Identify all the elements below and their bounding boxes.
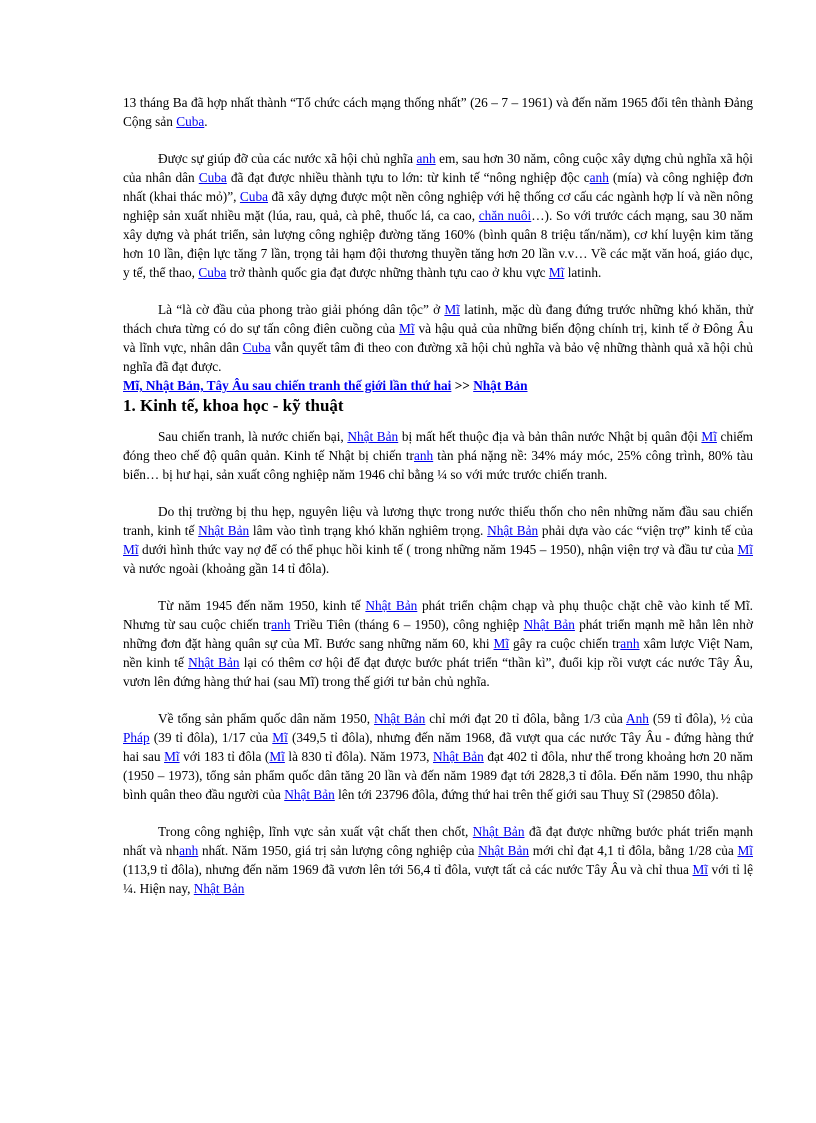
link-nhat-ban[interactable]: Nhật Bản: [347, 429, 399, 444]
link-nhat-ban[interactable]: Nhật Bản: [188, 655, 240, 670]
link-mi[interactable]: Mĩ: [493, 636, 510, 651]
breadcrumb-current-link[interactable]: Nhật Bản: [473, 378, 528, 393]
link-nhat-ban[interactable]: Nhật Bản: [472, 824, 525, 839]
paragraph-japan-industry: Trong công nghiệp, lĩnh vực sản xuất vật chất then chốt, Nhật Bản đã đạt được những bước phát triển mạnh nhất và nhanh nhất. Năm 1950, giá trị sản lượng công nghiệp của Nhật Bản mới chỉ đạt 4,1 tỉ đôla, bằng 1/28 của Mĩ (113,9 tỉ đôla), nhưng đến năm 1969 đã vươn lên tới 56,4 tỉ đôla, vượt tất cả các nước Tây Âu và chỉ thua Mĩ với tỉ lệ ¼. Hiện nay, Nhật Bản: [123, 824, 753, 896]
link-mi[interactable]: Mĩ: [272, 730, 288, 745]
link-mi[interactable]: Mĩ: [269, 749, 285, 764]
link-mi[interactable]: Mĩ: [164, 749, 180, 764]
link-anh[interactable]: anh: [271, 617, 291, 632]
breadcrumb-parent-link[interactable]: Mĩ, Nhật Bản, Tây Âu sau chiến tranh thế giới lần thứ hai: [123, 378, 452, 393]
link-anh[interactable]: anh: [416, 151, 436, 166]
link-nhat-ban[interactable]: Nhật Bản: [365, 598, 418, 613]
link-anh[interactable]: anh: [620, 636, 640, 651]
link-phap[interactable]: Pháp: [123, 730, 150, 745]
link-anh[interactable]: anh: [589, 170, 609, 185]
link-nhat-ban[interactable]: Nhật Bản: [478, 843, 530, 858]
link-mi[interactable]: Mĩ: [444, 302, 460, 317]
link-cuba[interactable]: Cuba: [176, 114, 205, 129]
link-nhat-ban[interactable]: Nhật Bản: [198, 523, 250, 538]
paragraph-japan-aid: Do thị trường bị thu hẹp, nguyên liệu và lương thực trong nước thiếu thốn cho nên những năm đầu sau chiến tranh, kinh tế Nhật Bản lâm vào tình trạng khó khăn nghiêm trọng. Nhật Bản phải dựa vào các “viện trợ” kinh tế của Mĩ dưới hình thức vay nợ để có thể phục hồi kinh tế ( trong những năm 1945 – 1950), nhận viện trợ và đầu tư của Mĩ và nước ngoài (khoảng gần 14 tỉ đôla).: [123, 504, 754, 576]
link-anh[interactable]: anh: [179, 843, 199, 858]
link-nhat-ban[interactable]: Nhật Bản: [432, 749, 484, 764]
link-mi[interactable]: Mĩ: [737, 843, 753, 858]
link-mi[interactable]: Mĩ: [737, 542, 753, 557]
link-mi[interactable]: Mĩ: [692, 862, 709, 877]
link-mi[interactable]: Mĩ: [123, 542, 139, 557]
paragraph-cuba-achievements: Được sự giúp đỡ của các nước xã hội chủ nghĩa anh em, sau hơn 30 năm, công cuộc xây dựng chủ nghĩa xã hội của nhân dân Cuba đã đạt được nhiều thành tựu to lớn: từ kinh tế “nông nghiệp độc canh (mía) và công nghiệp đơn nhất (khai thác mỏ)”, Cuba đã xây dựng được một nền công nghiệp với hệ thống cơ cấu các ngành hợp lí và nền nông nghiệp sản xuất nhiều mặt (lúa, rau, quả, cà phê, thuốc lá, ca cao, chăn nuôi…). So với trước cách mạng, sau 30 năm xây dựng và phát triển, sản lượng công nghiệp đường tăng 160% (bình quân 8 triệu tấn/năm), cơ khí luyện kim tăng hơn 10 lần, điện lực tăng 7 lần, trọng tải hạm đội thương thuyền tăng hơn 20 lần v.v… Về các mặt văn hoá, giáo dục, y tế, thể thao, Cuba trở thành quốc gia đạt được những thành tựu cao ở khu vực Mĩ latinh.: [123, 151, 753, 280]
link-cuba[interactable]: Cuba: [239, 189, 268, 204]
section-heading: 1. Kinh tế, khoa học - kỹ thuật: [123, 396, 344, 415]
link-cuba[interactable]: Cuba: [198, 265, 227, 280]
link-mi[interactable]: Mĩ: [399, 321, 415, 336]
paragraph-japan-postwar: Sau chiến tranh, là nước chiến bại, Nhật Bản bị mất hết thuộc địa và bản thân nước Nhật bị quân đội Mĩ chiếm đóng theo chế độ quân quản. Kinh tế Nhật bị chiến tranh tàn phá nặng nề: 34% máy móc, 25% công trình, 80% tàu biển… bị hư hại, sản xuất công nghiệp năm 1946 chỉ bằng ¼ so với mức trước chiến tranh.: [123, 429, 754, 482]
paragraph-japan-gnp: Về tổng sản phẩm quốc dân năm 1950, Nhật Bản chỉ mới đạt 20 tỉ đôla, bằng 1/3 của Anh (59 tỉ đôla), ½ của Pháp (39 tỉ đôla), 1/17 của Mĩ (349,5 tỉ đôla), nhưng đến năm 1968, đã vượt qua các nước Tây Âu - đứng hàng thứ hai sau Mĩ với 183 tỉ đôla (Mĩ là 830 tỉ đôla). Năm 1973, Nhật Bản đạt 402 tỉ đôla, như thế trong khoảng hơn 20 năm (1950 – 1973), tổng sản phẩm quốc dân tăng 20 lần và đến năm 1989 đạt tới 2828,3 tỉ đôla. Đến năm 1990, thu nhập bình quân theo đầu người của Nhật Bản lên tới 23796 đôla, đứng thứ hai trên thế giới sau Thuỵ Sĩ (29850 đôla).: [123, 711, 754, 802]
link-mi[interactable]: Mĩ: [548, 265, 565, 280]
link-nhat-ban[interactable]: Nhật Bản: [374, 711, 426, 726]
link-cuba[interactable]: Cuba: [198, 170, 227, 185]
breadcrumb: [123, 376, 753, 395]
link-cuba[interactable]: Cuba: [242, 340, 271, 355]
link-nhat-ban[interactable]: Nhật Bản: [284, 787, 335, 802]
link-mi[interactable]: Mĩ: [701, 429, 717, 444]
link-nhat-ban[interactable]: Nhật Bản: [193, 881, 245, 896]
link-anh-country[interactable]: Anh: [626, 711, 649, 726]
breadcrumb-separator: >>: [454, 378, 470, 393]
link-anh[interactable]: anh: [413, 448, 434, 463]
link-nhat-ban[interactable]: Nhật Bản: [523, 617, 575, 632]
paragraph-japan-growth: Từ năm 1945 đến năm 1950, kinh tế Nhật Bản phát triển chậm chạp và phụ thuộc chặt chẽ vào kinh tế Mĩ. Nhưng từ sau cuộc chiến tranh Triều Tiên (tháng 6 – 1950), công nghiệp Nhật Bản phát triển mạnh mẽ hẳn lên nhờ những đơn đặt hàng quân sự của Mĩ. Bước sang những năm 60, khi Mĩ gây ra cuộc chiến tranh xâm lược Việt Nam, nền kinh tế Nhật Bản lại có thêm cơ hội để đạt được bước phát triển “thần kì”, đuổi kịp rồi vượt các nước Tây Âu, vươn lên đứng hàng thứ hai (sau Mĩ) trong thế giới tư bản chủ nghĩa.: [123, 598, 754, 689]
link-chan-nuoi[interactable]: chăn nuôi: [478, 208, 532, 223]
document-page: [123, 93, 753, 898]
link-nhat-ban[interactable]: Nhật Bản: [487, 523, 539, 538]
paragraph-cuba-party: 13 tháng Ba đã hợp nhất thành “Tổ chức cách mạng thống nhất” (26 – 7 – 1961) và đến năm 1965 đổi tên thành Đảng Cộng sản Cuba.: [123, 95, 753, 129]
paragraph-cuba-flag: Là “là cờ đầu của phong trào giải phóng dân tộc” ở Mĩ latinh, mặc dù đang đứng trước những khó khăn, thử thách chưa từng có do sự tấn công điên cuồng của Mĩ và hậu quả của những biến động chính trị, kinh tế ở Đông Âu và lĩnh vực, nhân dân Cuba vẫn quyết tâm đi theo con đường xã hội chủ nghĩa và bảo vệ những thành quả xã hội chủ nghĩa đã đạt được.: [123, 302, 753, 374]
